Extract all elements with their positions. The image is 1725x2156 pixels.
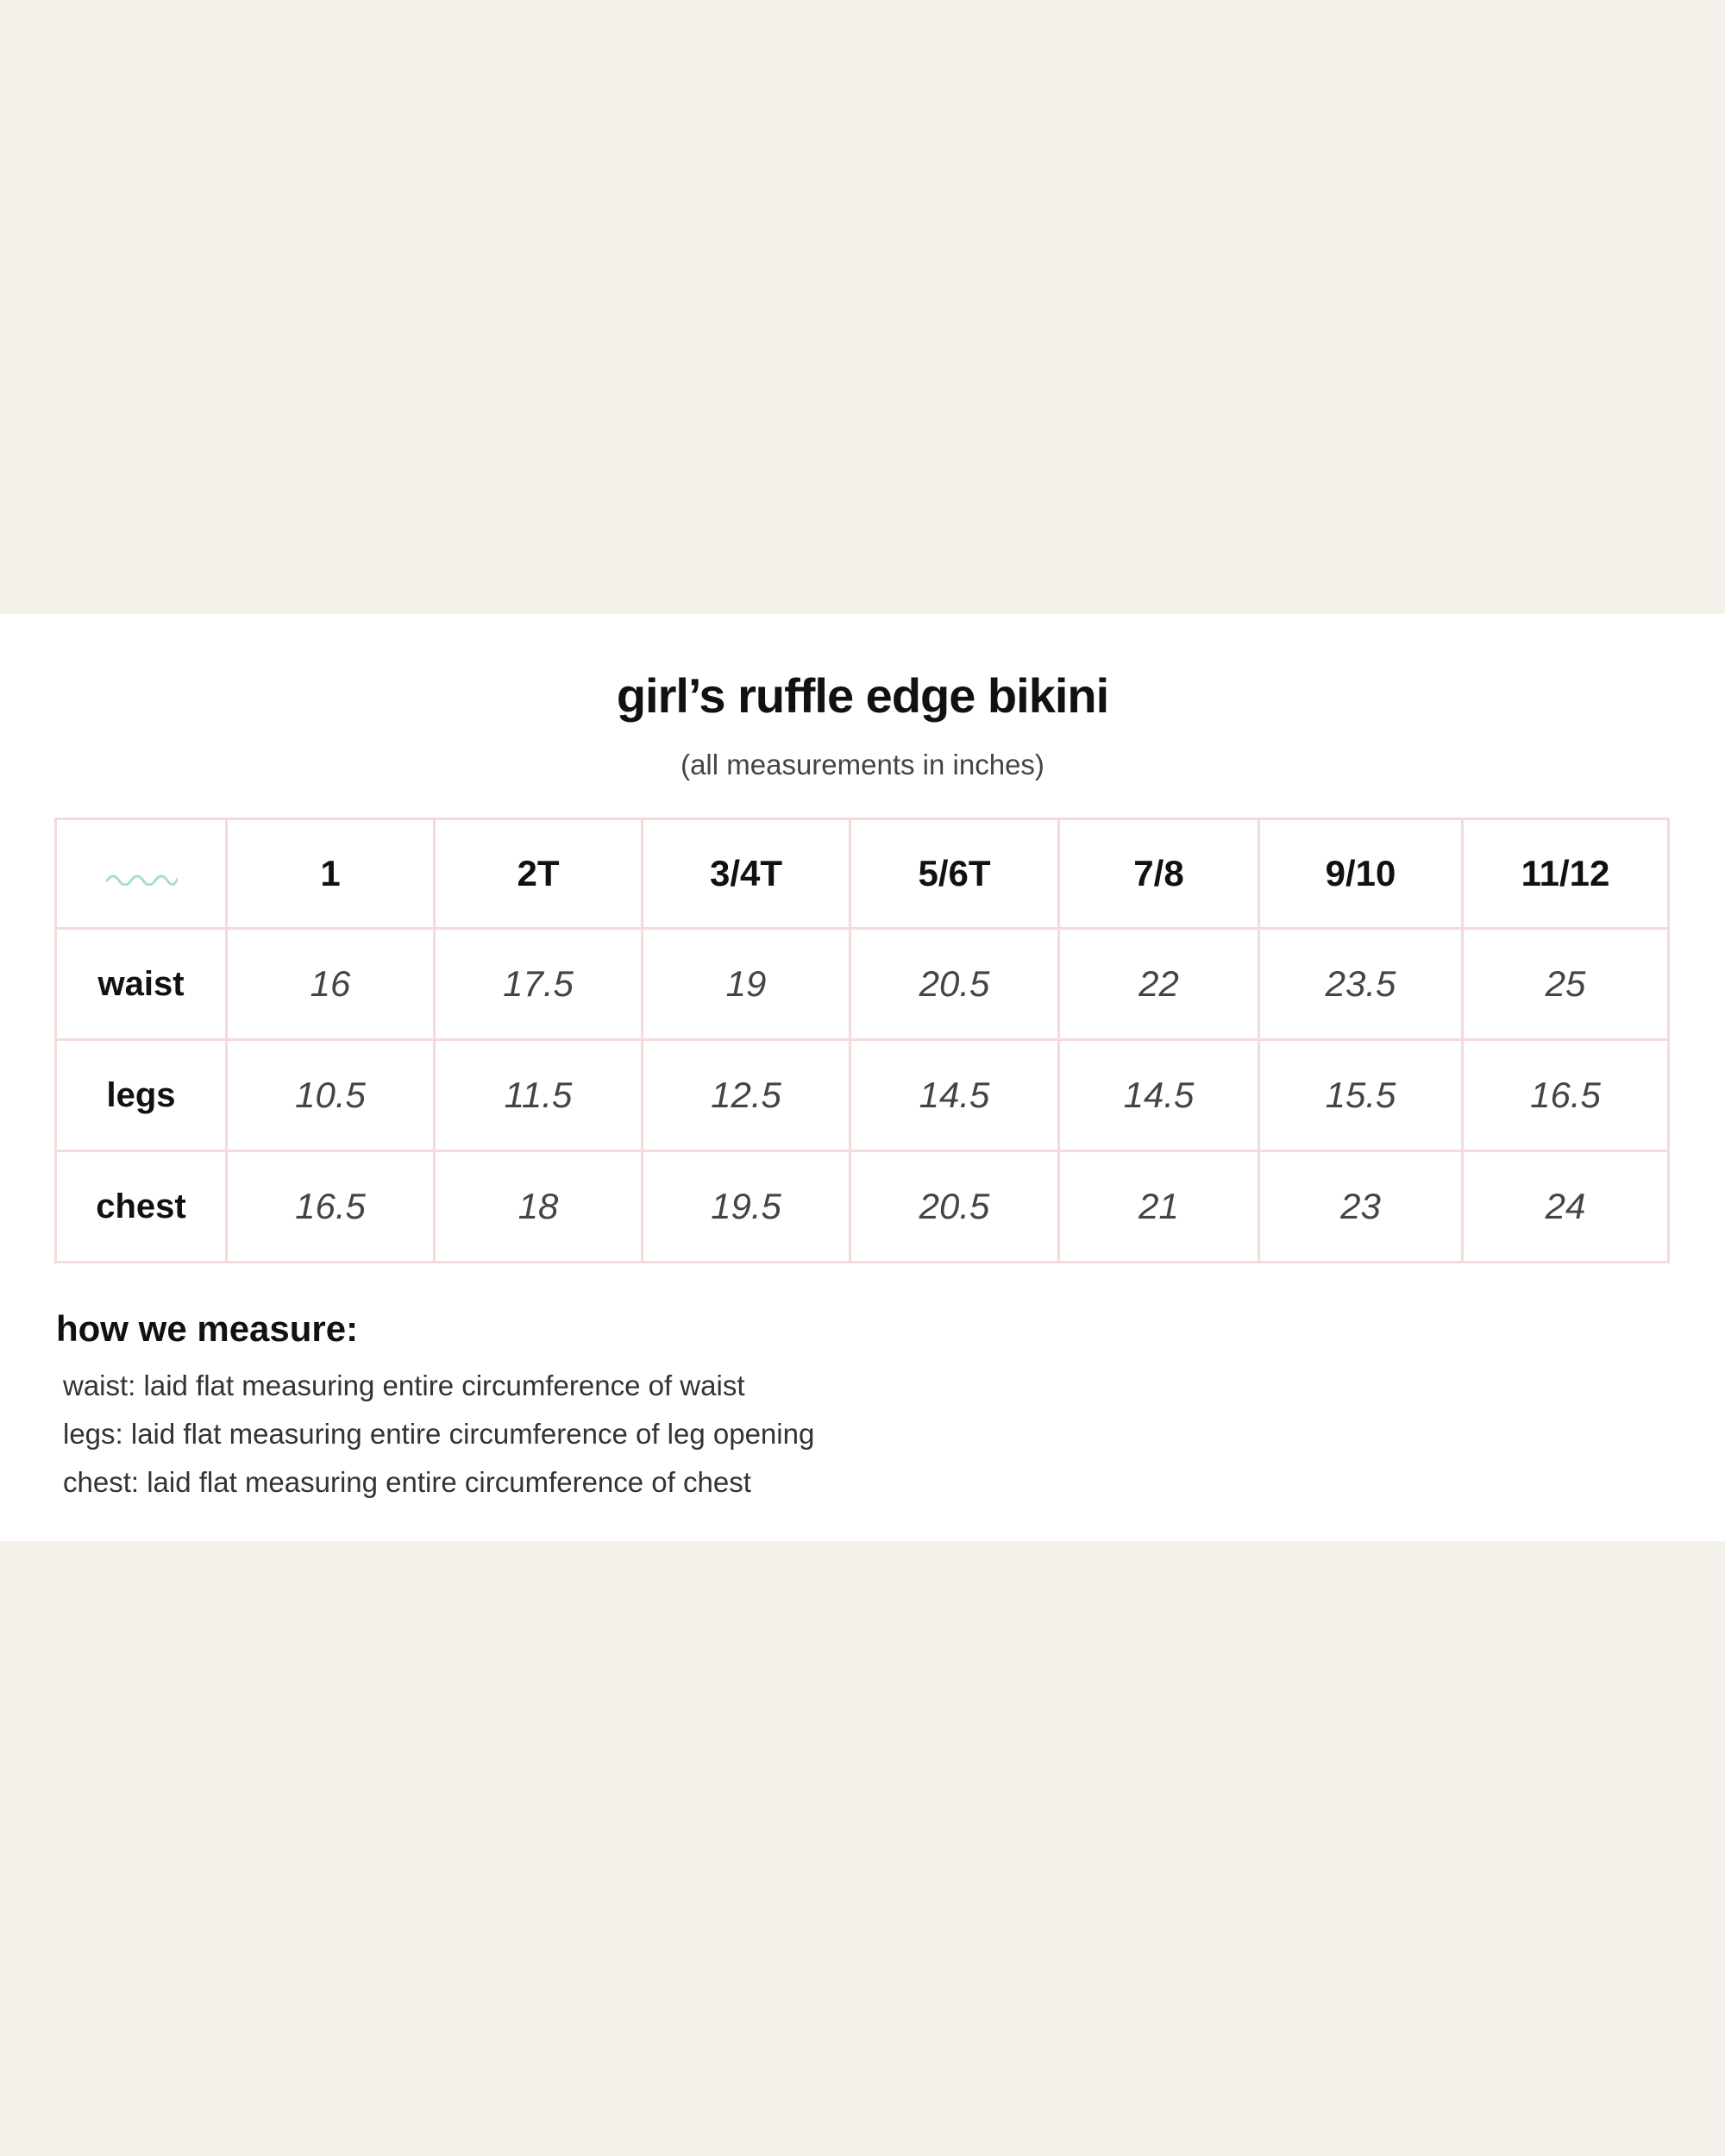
size-table bbox=[54, 818, 1670, 1263]
table-cell: 14.5 bbox=[1059, 1040, 1259, 1151]
size-header-9-10: 9/10 bbox=[1259, 819, 1463, 929]
size-header-5-6t: 5/6T bbox=[850, 819, 1059, 929]
size-header-1: 1 bbox=[227, 819, 435, 929]
table-cell: 17.5 bbox=[435, 929, 643, 1040]
measure-instruction-waist: waist: laid flat measuring entire circumference of waist bbox=[63, 1369, 745, 1401]
table-cell: 16.5 bbox=[1463, 1040, 1669, 1151]
table-row-legs bbox=[56, 1040, 1669, 1151]
measure-instruction-chest: chest: laid flat measuring entire circumference of chest bbox=[63, 1466, 751, 1498]
table-cell: 20.5 bbox=[850, 929, 1059, 1040]
table-cell: 19 bbox=[643, 929, 850, 1040]
table-row-waist bbox=[56, 929, 1669, 1040]
size-chart-card bbox=[0, 614, 1725, 1541]
table-cell: 23.5 bbox=[1259, 929, 1463, 1040]
header-corner-cell bbox=[56, 819, 227, 929]
row-label-waist: waist bbox=[56, 929, 227, 1040]
table-cell: 19.5 bbox=[643, 1151, 850, 1263]
size-header-11-12: 11/12 bbox=[1463, 819, 1669, 929]
size-header-2t: 2T bbox=[435, 819, 643, 929]
row-label-legs: legs bbox=[56, 1040, 227, 1151]
table-cell: 12.5 bbox=[643, 1040, 850, 1151]
table-cell: 24 bbox=[1463, 1151, 1669, 1263]
measure-instruction-legs: legs: laid flat measuring entire circumference of leg opening bbox=[63, 1418, 815, 1450]
table-cell: 25 bbox=[1463, 929, 1669, 1040]
row-label-chest: chest bbox=[56, 1151, 227, 1263]
table-cell: 21 bbox=[1059, 1151, 1259, 1263]
size-header-3-4t: 3/4T bbox=[643, 819, 850, 929]
size-header-row bbox=[56, 819, 1669, 929]
table-cell: 11.5 bbox=[435, 1040, 643, 1151]
table-cell: 14.5 bbox=[850, 1040, 1059, 1151]
table-cell: 15.5 bbox=[1259, 1040, 1463, 1151]
table-cell: 23 bbox=[1259, 1151, 1463, 1263]
table-cell: 18 bbox=[435, 1151, 643, 1263]
wave-icon bbox=[105, 868, 178, 886]
how-we-measure-section bbox=[56, 1308, 814, 1507]
table-cell: 20.5 bbox=[850, 1151, 1059, 1263]
table-cell: 16.5 bbox=[227, 1151, 435, 1263]
how-we-measure-title: how we measure: bbox=[56, 1308, 359, 1349]
page-subtitle: (all measurements in inches) bbox=[681, 749, 1044, 780]
table-row-chest bbox=[56, 1151, 1669, 1263]
table-cell: 10.5 bbox=[227, 1040, 435, 1151]
size-header-7-8: 7/8 bbox=[1059, 819, 1259, 929]
table-cell: 22 bbox=[1059, 929, 1259, 1040]
page-title: girl’s ruffle edge bikini bbox=[616, 668, 1109, 723]
table-cell: 16 bbox=[227, 929, 435, 1040]
